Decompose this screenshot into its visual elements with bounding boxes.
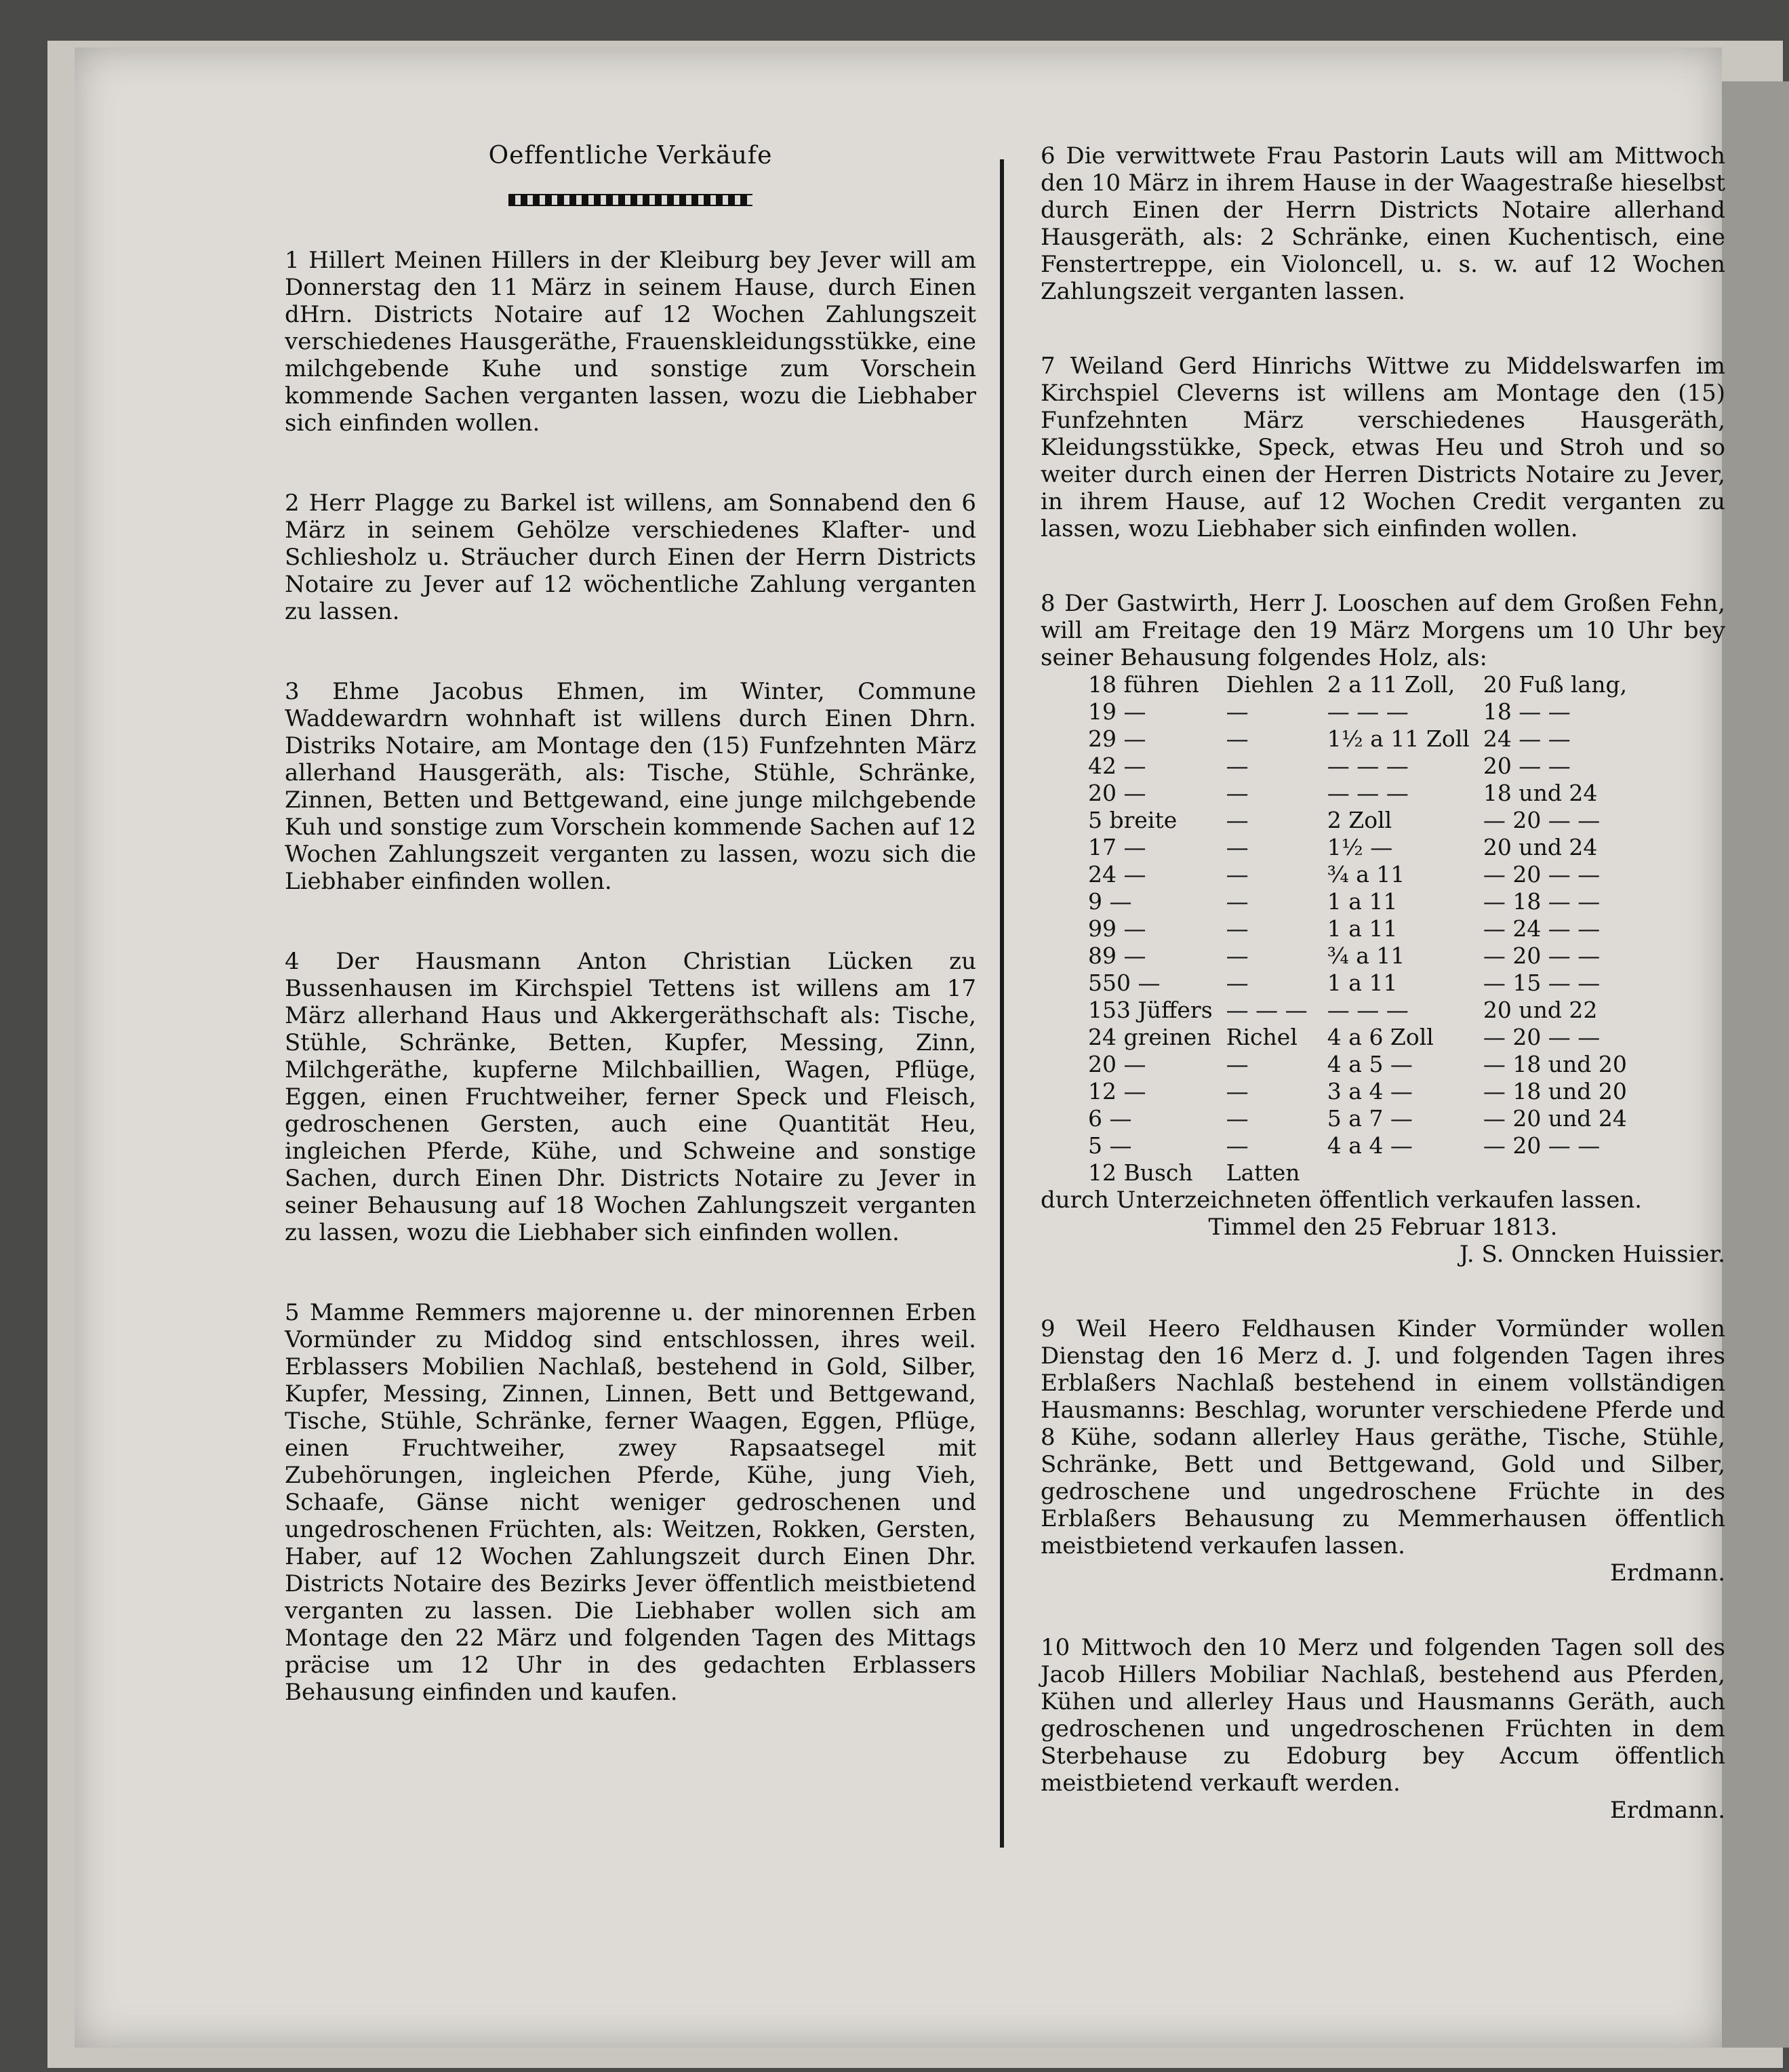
lumber-cell: — — —	[1327, 780, 1409, 806]
lumber-cell	[1321, 1159, 1476, 1187]
lumber-cell: 24 —	[1088, 861, 1146, 888]
lumber-cell: 29 —	[1088, 725, 1146, 752]
lumber-cell: 153 Jüffers	[1088, 997, 1213, 1023]
notice-entry: 9 Weil Heero Feldhausen Kinder Vormünder wollen Dienstag den 16 Merz d. J. und folgenden Tagen ihres Erblaßers Nachlaß bestehend in einem vollständigen Hausmanns: Beschlag, worunter verschiedene Pferde und 8 Kühe, sodann allerley Haus geräthe, Tische, Stühle, Schränke, Bett und Bettgewand, Gold und Silber, gedroschene und ungedroschene Früchte in des Erblaßers Behausung zu Memmerhausen öffentlich meistbietend verkaufen lassen. Erdmann.	[1041, 1315, 1725, 1587]
lumber-cell: 1 a 11	[1327, 888, 1398, 915]
lumber-cell: —	[1226, 888, 1249, 915]
lumber-cell: 20 Fuß lang,	[1483, 671, 1628, 698]
lumber-row	[1081, 1051, 1634, 1078]
lumber-cell: — 20 — —	[1483, 861, 1601, 888]
lumber-cell: —	[1226, 1132, 1249, 1159]
lumber-cell: 24 — —	[1483, 725, 1571, 752]
lumber-row	[1081, 698, 1634, 725]
lumber-cell: —	[1226, 807, 1249, 833]
lumber-cell: — 20 — —	[1483, 1024, 1601, 1050]
lumber-cell: Diehlen	[1226, 671, 1314, 698]
lumber-row	[1081, 671, 1634, 698]
lumber-cell: Latten	[1226, 1159, 1300, 1186]
lumber-row	[1081, 970, 1634, 997]
lumber-cell: 6 —	[1088, 1105, 1132, 1132]
lumber-cell: —	[1226, 780, 1249, 806]
lumber-cell: — 20 — —	[1483, 942, 1601, 969]
lumber-cell: 18 — —	[1483, 698, 1571, 725]
left-column	[285, 142, 976, 1759]
lumber-cell: — 15 — —	[1483, 970, 1601, 996]
lumber-row	[1081, 725, 1634, 753]
section-heading: Oeffentliche Verkäufe	[488, 142, 773, 170]
lumber-cell: 99 —	[1088, 915, 1146, 942]
facing-page-edge	[1722, 81, 1789, 2048]
lumber-row	[1081, 942, 1634, 970]
lumber-cell: 2 a 11 Zoll,	[1327, 671, 1455, 698]
lumber-cell: 1½ —	[1327, 834, 1393, 860]
lumber-table	[1081, 671, 1634, 1187]
notice-entry: 4 Der Hausmann Anton Christian Lücken zu Bussenhausen im Kirchspiel Tettens ist willens am 17 März allerhand Haus und Akkergeräthschaft als: Tische, Stühle, Schränke, Betten, Kupfer, Messing, Zinn, Milchgeräthe, kupferne Milchbaillien, Wagen, Pflüge, Eggen, einen Fruchtweiher, ferner Speck und Fleisch, gedroschenen Gersten, auch eine Quantität Heu, ingleichen Pferde, Kühe, und Schweine and sonstige Sachen, durch Einen Dhr. Districts Notaire zu Jever in seiner Behausung auf 18 Wochen Zahlungszeit verganten zu lassen, wozu die Liebhaber sich einfinden wollen.	[285, 948, 976, 1246]
signature: Erdmann.	[1610, 1797, 1725, 1824]
lumber-cell: — 18 und 20	[1483, 1051, 1627, 1077]
lumber-cell: 12 Busch	[1088, 1159, 1193, 1186]
lumber-cell: 20 und 24	[1483, 834, 1598, 860]
notice-entry: 10 Mittwoch den 10 Merz und folgenden Tagen soll des Jacob Hillers Mobiliar Nachlaß, bestehend aus Pferden, Kühen und allerley Haus und Hausmanns Geräth, auch gedroschenen und ungedroschenen Früchten in dem Sterbehause zu Edoburg bey Accum öffentlich meistbietend verkauft werden. Erdmann.	[1041, 1634, 1725, 1824]
lumber-cell: 89 —	[1088, 942, 1146, 969]
lumber-cell: Richel	[1226, 1024, 1298, 1050]
lumber-cell: — — —	[1327, 997, 1409, 1023]
lumber-cell: —	[1226, 861, 1249, 888]
lumber-cell: ¾ a 11	[1327, 942, 1405, 969]
lumber-cell: 4 a 5 —	[1327, 1051, 1413, 1077]
lumber-cell: —	[1226, 915, 1249, 942]
lumber-row	[1081, 1024, 1634, 1051]
lumber-cell: 24 greinen	[1088, 1024, 1211, 1050]
lumber-cell: — 20 — —	[1483, 807, 1601, 833]
lumber-cell: —	[1226, 753, 1249, 779]
lumber-cell: —	[1226, 834, 1249, 860]
lumber-cell: —	[1226, 942, 1249, 969]
lumber-cell: 1 a 11	[1327, 915, 1398, 942]
lumber-cell: —	[1226, 725, 1249, 752]
lumber-cell: 5 —	[1088, 1132, 1132, 1159]
lumber-cell: — 18 — —	[1483, 888, 1601, 915]
lumber-cell: ¾ a 11	[1327, 861, 1405, 888]
lumber-cell: 18 und 24	[1483, 780, 1598, 806]
lumber-cell: 5 a 7 —	[1327, 1105, 1413, 1132]
lumber-cell: 3 a 4 —	[1327, 1078, 1413, 1104]
signature: J. S. Onncken Huissier.	[1459, 1241, 1725, 1268]
lumber-cell: 5 breite	[1088, 807, 1178, 833]
lumber-cell: — — —	[1327, 698, 1409, 725]
lumber-cell: 2 Zoll	[1327, 807, 1392, 833]
lumber-cell	[1476, 1159, 1634, 1187]
lumber-row	[1081, 1105, 1634, 1132]
lumber-cell: —	[1226, 1051, 1249, 1077]
lumber-cell: —	[1226, 970, 1249, 996]
lumber-cell: 4 a 4 —	[1327, 1132, 1413, 1159]
lumber-row	[1081, 888, 1634, 915]
lumber-row	[1081, 997, 1634, 1024]
lumber-cell: — 18 und 20	[1483, 1078, 1627, 1104]
lumber-cell: —	[1226, 1078, 1249, 1104]
lumber-cell: 18 führen	[1088, 671, 1199, 698]
notice-entry: 1 Hillert Meinen Hillers in der Kleiburg bey Jever will am Donnerstag den 11 März in seinem Hause, durch Einen dHrn. Districts Notaire auf 12 Wochen Zahlungszeit verschiedenes Hausgeräthe, Frauenskleidungsstükke, eine milchgebende Kuhe und sonstige zum Vorschein kommende Sachen verganten lassen, wozu die Liebhaber sich einfinden wollen.	[285, 247, 976, 437]
notice-entry: 3 Ehme Jacobus Ehmen, im Winter, Commune Waddewardrn wohnhaft ist willens durch Einen Dhrn. Distriks Notaire, am Montage den (15) Funfzehnten März allerhand Hausgeräth, als: Tische, Stühle, Schränke, Zinnen, Betten und Bettgewand, eine junge milchgebende Kuh und sonstige zum Vorschein kommende Sachen auf 12 Wochen Zahlungszeit verganten zu lassen, wozu sich die Liebhaber einfinden wollen.	[285, 678, 976, 895]
lumber-row	[1081, 780, 1634, 807]
lumber-cell: — — —	[1327, 753, 1409, 779]
lumber-cell: — 24 — —	[1483, 915, 1601, 942]
notice-entry: 7 Weiland Gerd Hinrichs Wittwe zu Middelswarfen im Kirchspiel Cleverns ist willens am Montage den (15) Funfzehnten März verschiedenes Hausgeräth, Kleidungsstükke, Speck, etwas Heu und Stroh und so weiter durch einen der Herren Districts Notaire zu Jever, in ihrem Hause, auf 12 Wochen Credit verganten zu lassen, wozu Liebhaber sich einfinden wollen.	[1041, 353, 1725, 542]
notice-entry: 2 Herr Plagge zu Barkel ist willens, am Sonnabend den 6 März in seinem Gehölze verschiedenes Klafter- und Schliesholz u. Sträucher durch Einen der Herrn Districts Notaire zu Jever auf 12 wöchentliche Zahlung verganten zu lassen.	[285, 490, 976, 625]
ornament-rule	[508, 194, 752, 206]
lumber-row	[1081, 1159, 1634, 1187]
lumber-cell: 20 und 22	[1483, 997, 1598, 1023]
lumber-cell: — — —	[1226, 997, 1308, 1023]
lumber-cell: —	[1226, 1105, 1249, 1132]
lumber-row	[1081, 1132, 1634, 1159]
lumber-row	[1081, 753, 1634, 780]
lumber-cell: 42 —	[1088, 753, 1146, 779]
lumber-cell: 19 —	[1088, 698, 1146, 725]
lumber-cell: 1½ a 11 Zoll	[1327, 725, 1470, 752]
lumber-cell: 20 —	[1088, 1051, 1146, 1077]
dateline: Timmel den 25 Februar 1813.	[1208, 1214, 1558, 1241]
lumber-cell: 12 —	[1088, 1078, 1146, 1104]
notice-entry: 6 Die verwittwete Frau Pastorin Lauts will am Mittwoch den 10 März in ihrem Hause in der Waagestraße hieselbst durch Einen der Herrn Districts Notaire allerhand Hausgeräth, als: 2 Schränke, einen Kuchentisch, eine Fenstertreppe, ein Violoncell, u. s. w. auf 12 Wochen Zahlungszeit verganten lassen.	[1041, 142, 1725, 305]
notice-entry: 5 Mamme Remmers majorenne u. der minorennen Erben Vormünder zu Middog sind entschlossen, ihres weil. Erblassers Mobilien Nachlaß, bestehend in Gold, Silber, Kupfer, Messing, Zinnen, Linnen, Bett und Bettgewand, Tische, Stühle, Schränke, ferner Waagen, Eggen, Pflüge, einen Fruchtweiher, zwey Rapsaatsegel mit Zubehörungen, ingleichen Pferde, Kühe, jung Vieh, Schaafe, Gänse nicht weniger gedroschenen und ungedroschenen Früchten, als: Weitzen, Rokken, Gersten, Haber, auf 12 Wochen Zahlungszeit durch Einen Dhr. Districts Notaire des Bezirks Jever öffentlich meistbietend verganten zu lassen. Die Liebhaber wollen sich am Montage den 22 März und folgenden Tagen des Mittags präcise um 12 Uhr in des gedachten Erblassers Behausung einfinden und kaufen.	[285, 1299, 976, 1706]
lumber-row	[1081, 1078, 1634, 1105]
right-column	[1041, 142, 1725, 1877]
lumber-cell: — 20 — —	[1483, 1132, 1601, 1159]
lumber-cell: 1 a 11	[1327, 970, 1398, 996]
lumber-row	[1081, 807, 1634, 834]
lumber-row	[1081, 915, 1634, 942]
lumber-cell: 550 —	[1088, 970, 1161, 996]
lumber-cell: 9 —	[1088, 888, 1132, 915]
lumber-cell: —	[1226, 698, 1249, 725]
signature: Erdmann.	[1610, 1559, 1725, 1587]
lumber-cell: 4 a 6 Zoll	[1327, 1024, 1434, 1050]
lumber-cell: 20 —	[1088, 780, 1146, 806]
lumber-cell: 17 —	[1088, 834, 1146, 860]
lumber-row	[1081, 861, 1634, 888]
notice-entry-lumber: 8 Der Gastwirth, Herr J. Looschen auf dem Großen Fehn, will am Freitage den 19 März Morgens um 10 Uhr bey seiner Behausung folgendes Holz, als: 18 führen Diehlen 2 a 11 Zoll, 20 Fuß lang, 19 — — — — — 18 — — 29 — — 1½ a 11 Zoll 24 — — 42 — — — — — 20 — — 20 — — — — — 18 und 24 5 breite — 2 Zoll — 20 — — 17 — — 1½ — 20 und 24 24 — — ¾ a 11 — 20 — — 9 — — 1 a 11 — 18 — — 99 — — 1 a 11 — 24 — — 89 — — ¾ a 11 — 20 — — 550 — — 1 a 11 — 15 — — 153 Jüffers — — — — — — 20 und 22 24 greinen Richel 4 a 6 Zoll — 20 — — 20 — — 4 a 5 — — 18 und 20 12 — — 3 a 4 — — 18 und 20 6 — — 5 a 7 — — 20 und 24 5 — — 4 a 4 — — 20 — — 12 Busch Latten durch Unterzeichneten öffentlich verkaufen lassen. Timmel den 25 Februar 1813. J. S. Onncken Huissier.	[1041, 590, 1725, 1268]
lumber-cell: 20 — —	[1483, 753, 1571, 779]
lumber-row	[1081, 834, 1634, 861]
column-divider	[1000, 159, 1004, 1848]
lumber-cell: — 20 und 24	[1483, 1105, 1627, 1132]
